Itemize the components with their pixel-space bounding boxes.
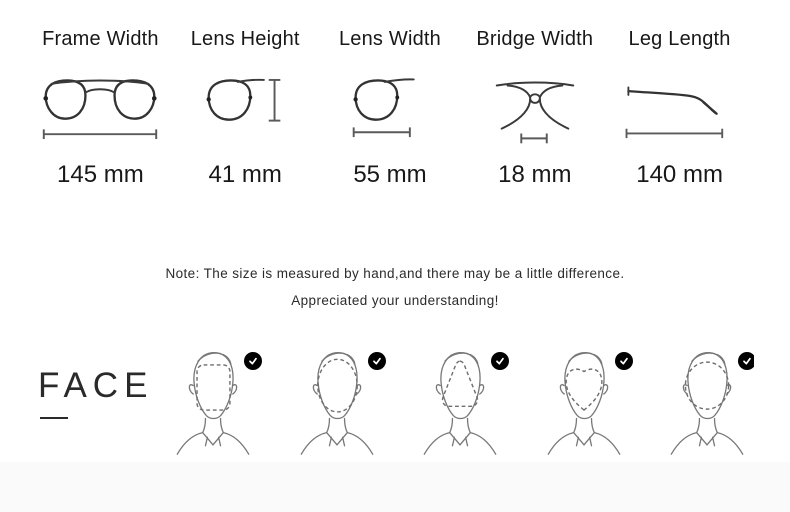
checkmark-icon: [244, 352, 262, 370]
face-shapes-row: [166, 344, 754, 462]
measurement-label: Frame Width: [42, 28, 159, 50]
measurement-frame-width: [28, 28, 173, 189]
face-triangle: [413, 344, 507, 462]
temple-arm-icon: [619, 67, 741, 151]
measurement-lens-height: [173, 28, 318, 189]
checkmark-icon: [615, 352, 633, 370]
measurement-label: Bridge Width: [476, 28, 594, 50]
bridge-icon: [486, 67, 584, 151]
face-oval: [290, 344, 384, 462]
measurement-value: 41 mm: [208, 161, 282, 188]
measurement-value: 145 mm: [57, 161, 144, 188]
measurement-value: 55 mm: [353, 161, 427, 188]
bottom-band: [0, 462, 790, 512]
measurement-lens-width: [318, 28, 463, 189]
triangle-face-outline: [442, 361, 477, 406]
size-note: [0, 260, 790, 314]
face-heading-underline: [40, 417, 68, 419]
glasses-front-icon: [37, 67, 163, 151]
note-line-2: Appreciated your understanding!: [291, 293, 499, 308]
square-face-outline: [197, 365, 230, 410]
heart-face-outline: [566, 369, 602, 410]
checkmark-icon: [738, 352, 754, 370]
checkmark-icon: [368, 352, 386, 370]
checkmark-icon: [491, 352, 509, 370]
measurement-label: Lens Height: [190, 28, 300, 50]
measurement-leg-length: [607, 28, 752, 189]
face-square: [166, 344, 260, 462]
measurement-label: Leg Length: [628, 28, 731, 50]
measurements-section: [28, 28, 752, 189]
face-heading: FACE: [38, 366, 154, 405]
measurement-value: 140 mm: [636, 161, 723, 188]
measurement-value: 18 mm: [498, 161, 572, 188]
face-heart: [537, 344, 631, 462]
note-line-1: Note: The size is measured by hand,and there may be a little difference.: [165, 266, 625, 281]
measurement-bridge-width: [462, 28, 607, 189]
face-round: [660, 344, 754, 462]
lens-height-icon: [199, 67, 291, 151]
lens-width-icon: [344, 67, 436, 151]
measurement-label: Lens Width: [338, 28, 442, 50]
